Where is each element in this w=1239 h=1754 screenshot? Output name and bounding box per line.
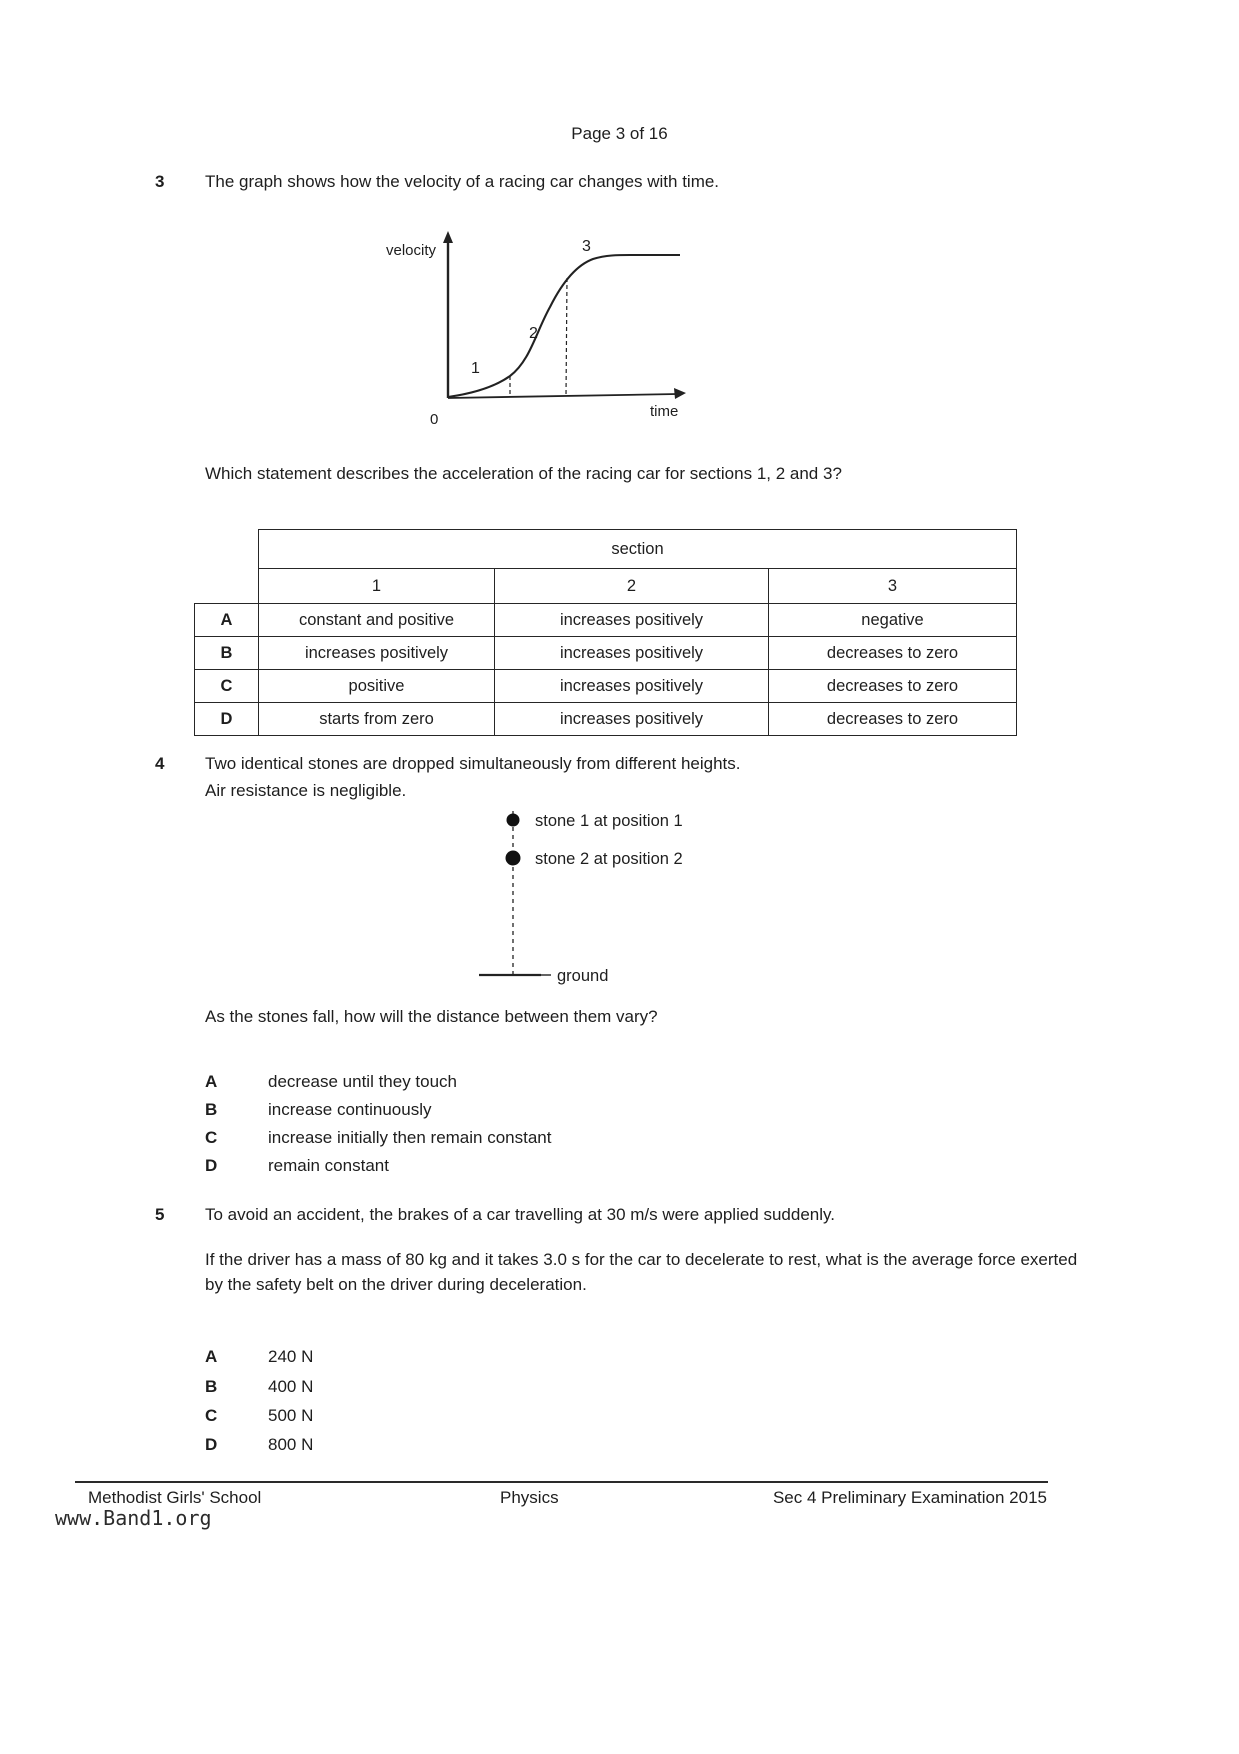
stone-1-label: stone 1 at position 1	[535, 812, 683, 830]
table-cell: increases positively	[495, 670, 769, 703]
stone-2-label: stone 2 at position 2	[535, 850, 683, 868]
question-5-body: If the driver has a mass of 80 kg and it takes 3.0 s for the car to decelerate to rest, what is the average force exerted by the safety belt on the driver during deceleration.	[205, 1250, 1078, 1294]
q5-option-a	[205, 1345, 705, 1370]
option-letter: C	[205, 1128, 218, 1147]
option-letter: A	[205, 1072, 218, 1091]
q4-option-a	[205, 1070, 905, 1095]
option-letter: D	[205, 1156, 218, 1175]
option-text: 500 N	[268, 1406, 314, 1425]
column-header-1: 1	[259, 569, 495, 604]
q5-option-d	[205, 1433, 705, 1458]
table-cell: constant and positive	[259, 604, 495, 637]
footer-subject: Physics	[500, 1488, 559, 1507]
option-text: increase initially then remain constant	[268, 1128, 552, 1147]
table-cell: decreases to zero	[769, 637, 1017, 670]
footer-exam: Sec 4 Preliminary Examination 2015	[772, 1488, 1047, 1507]
table-row	[195, 670, 1017, 703]
table-row	[195, 703, 1017, 736]
option-text: increase continuously	[268, 1100, 432, 1119]
question-4-stem-line1: Two identical stones are dropped simultaneously from different heights.	[205, 754, 741, 773]
q3-answer-table	[194, 529, 1017, 736]
option-text: decrease until they touch	[268, 1072, 458, 1091]
stone-2-icon	[506, 851, 521, 866]
blank-cell	[195, 530, 259, 569]
table-cell: starts from zero	[259, 703, 495, 736]
section-header: section	[259, 530, 1017, 569]
table-header-row	[195, 530, 1017, 569]
q4-option-d	[205, 1154, 905, 1179]
table-cell: positive	[259, 670, 495, 703]
watermark: www.Band1.org	[55, 1506, 212, 1530]
x-axis	[448, 394, 678, 398]
table-cell: increases positively	[495, 604, 769, 637]
graph-xlabel: time	[650, 403, 679, 420]
ground-label: ground	[557, 967, 609, 985]
table-cell: negative	[769, 604, 1017, 637]
y-axis-arrow-icon	[443, 231, 453, 243]
q5-option-b	[205, 1375, 705, 1400]
option-text: 400 N	[268, 1377, 314, 1396]
option-text: remain constant	[268, 1156, 389, 1175]
column-header-3: 3	[769, 569, 1017, 604]
x-axis-arrow-icon	[674, 388, 686, 399]
option-letter: D	[195, 703, 259, 736]
question-3-prompt: Which statement describes the acceleration of the racing car for sections 1, 2 and 3?	[205, 464, 842, 483]
question-3-stem: The graph shows how the velocity of a racing car changes with time.	[205, 172, 720, 191]
velocity-time-graph	[378, 226, 708, 441]
graph-section-3-label: 3	[582, 238, 591, 255]
table-row	[195, 637, 1017, 670]
question-3-number: 3	[155, 172, 165, 191]
table-cell: increases positively	[495, 637, 769, 670]
question-4-prompt: As the stones fall, how will the distance between them vary?	[205, 1007, 658, 1026]
footer-school: Methodist Girls' School	[88, 1488, 262, 1507]
graph-section-2-label: 2	[529, 325, 538, 342]
question-5-number: 5	[155, 1205, 165, 1224]
question-4-stem-line2: Air resistance is negligible.	[205, 781, 407, 800]
blank-cell	[195, 569, 259, 604]
option-letter: B	[205, 1100, 218, 1119]
q5-option-c	[205, 1404, 705, 1429]
option-letter: A	[205, 1347, 218, 1366]
option-text: 240 N	[268, 1347, 314, 1366]
question-5-stem: To avoid an accident, the brakes of a car travelling at 30 m/s were applied suddenly.	[205, 1205, 835, 1224]
option-letter: D	[205, 1435, 218, 1454]
option-text: 800 N	[268, 1435, 314, 1454]
column-header-2: 2	[495, 569, 769, 604]
q4-option-b	[205, 1098, 905, 1123]
table-cell: increases positively	[259, 637, 495, 670]
velocity-curve	[448, 255, 680, 397]
option-letter: C	[195, 670, 259, 703]
stones-diagram	[475, 803, 755, 998]
option-letter: B	[205, 1377, 218, 1396]
section-divider-2	[566, 278, 567, 396]
graph-origin-label: 0	[430, 411, 439, 428]
footer-divider	[75, 1481, 1048, 1483]
option-letter: B	[195, 637, 259, 670]
table-row	[195, 604, 1017, 637]
graph-ylabel: velocity	[386, 242, 437, 259]
question-4-number: 4	[155, 754, 165, 773]
option-letter: A	[195, 604, 259, 637]
option-letter: C	[205, 1406, 218, 1425]
table-subheader-row	[195, 569, 1017, 604]
table-cell: decreases to zero	[769, 703, 1017, 736]
table-cell: increases positively	[495, 703, 769, 736]
table-cell: decreases to zero	[769, 670, 1017, 703]
stone-1-icon	[507, 814, 520, 827]
q4-option-c	[205, 1126, 905, 1151]
page-number: Page 3 of 16	[571, 124, 668, 143]
graph-section-1-label: 1	[471, 360, 480, 377]
